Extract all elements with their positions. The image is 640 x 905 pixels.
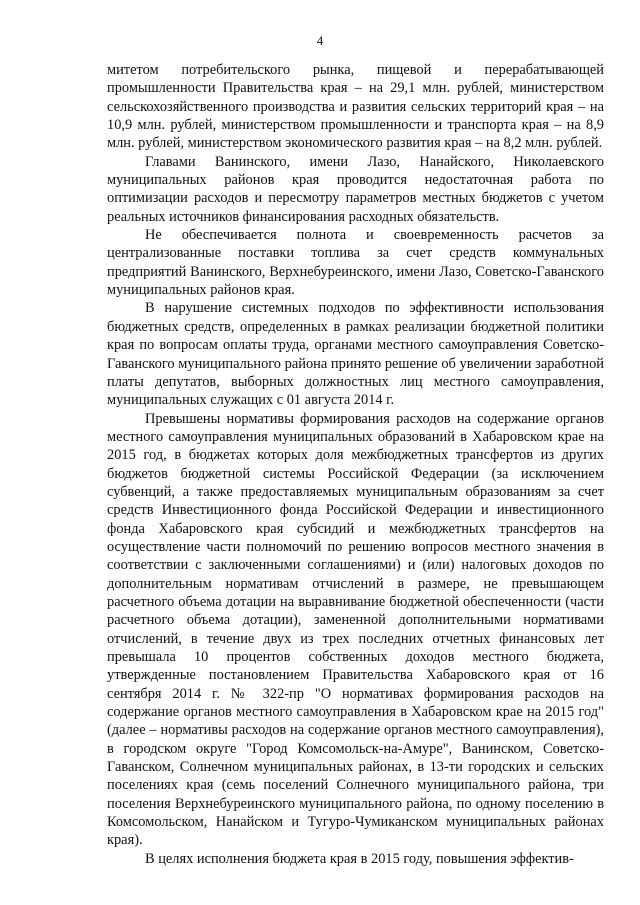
paragraph-4: В нарушение системных подходов по эффективности использования бюджетных средств, определенных в рамках реализации бюджетной политики края по вопросам оплаты труда, органами местного самоуправления Советско-Гаванского муниципального района принято решение об увеличении заработной платы депутатов, выборных должностных лиц местного самоуправления, муниципальных служащих с 01 августа 2014 г. xyxy=(107,300,604,409)
page-number: 4 xyxy=(316,33,324,48)
paragraph-1: митетом потребительского рынка, пищевой и перерабатывающей промышленности Правительства края – на 29,1 млн. рублей, министерством сельскохозяйственного производства и развития сельских территорий края – на 10,9 млн. рублей, министерством промышленности и транспорта края – на 8,9 млн. рублей, министерством экономического развития края – на 8,2 млн. рублей. xyxy=(107,62,604,152)
paragraph-3: Не обеспечивается полнота и своевременность расчетов за централизованные поставки топлива за счет средств коммунальных предприятий Ванинского, Верхнебуреинского, имени Лазо, Советско-Гаванского муниципальных районов края. xyxy=(107,227,604,299)
paragraph-2: Главами Ванинского, имени Лазо, Нанайского, Николаевского муниципальных районов края проводится недостаточная работа по оптимизации расходов и пересмотру параметров местных бюджетов с учетом реальных источников финансирования расходных обязательств. xyxy=(107,153,604,225)
body-text xyxy=(107,61,604,868)
paragraph-5: Превышены нормативы формирования расходов на содержание органов местного самоуправления муниципальных образований в Хабаровском крае на 2015 год, в бюджетах которых доля межбюджетных трансфертов из других бюджетов бюджетной системы Российской Федерации (за исключением субвенций, а также предоставляемых муниципальным образованиям за счет средств Инвестиционного фонда Российской Федерации и инвестиционного фонда Хабаровского края субсидий и межбюджетных трансфертов на осуществление части полномочий по решению вопросов местного значения в соответствии с заключенными соглашениями) и (или) налоговых доходов по дополнительным нормативам отчислений в размере, не превышающем расчетного объема дотации на выравнивание бюджетной обеспеченности (части расчетного объема дотации), замененной дополнительными нормативами отчислений, в течение двух из трех последних отчетных финансовых лет превышала 10 процентов собственных доходов местного бюджета, утвержденные постановлением Правительства Хабаровского края от 16 сентября 2014 г. № 322-пр "О нормативах формирования расходов на содержание органов местного самоуправления в Хабаровском крае на 2015 год" (далее – нормативы расходов на содержание органов местного самоуправления), в городском округе "Город Комсомольск-на-Амуре", Ванинском, Советско-Гаванском, Солнечном муниципальных районах, в 13-ти городских и сельских поселениях края (семь поселений Солнечного муниципального района, три поселения Верхнебуреинского муниципального района, по одному поселению в Комсомольском, Нанайском и Тугуро-Чумиканском муниципальных районах края). xyxy=(107,410,604,849)
paragraph-6: В целях исполнения бюджета края в 2015 году, повышения эффектив- xyxy=(145,850,574,867)
